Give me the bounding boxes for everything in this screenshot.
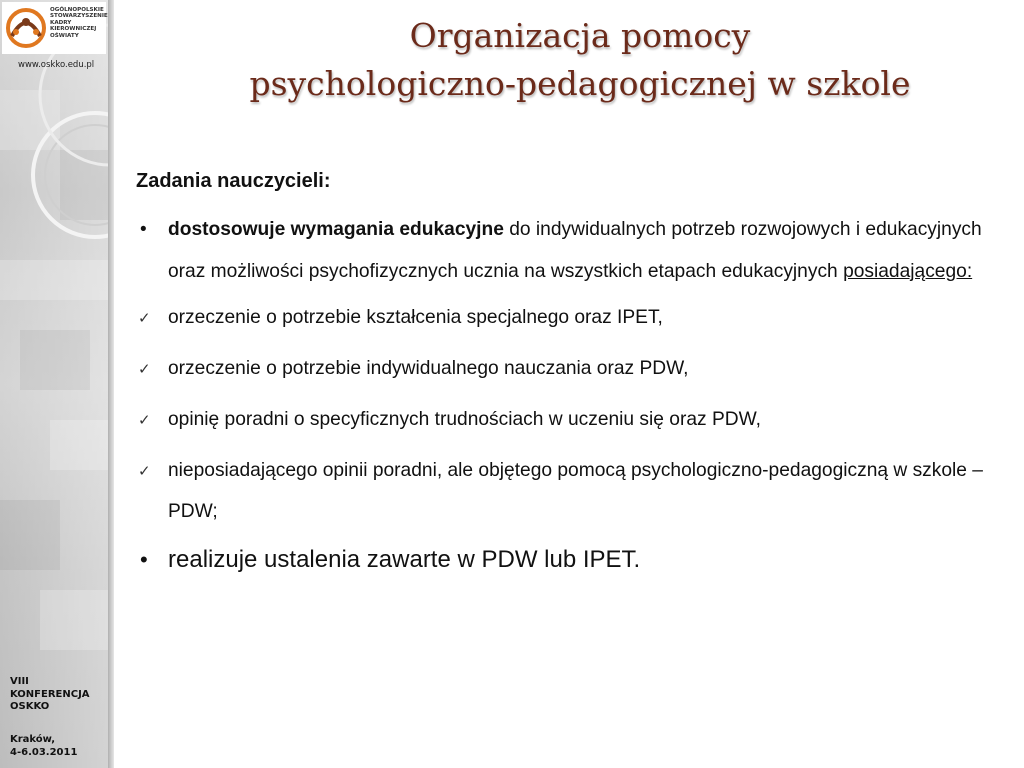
slide-title [150, 12, 1010, 108]
item-text: realizuje ustalenia zawarte w PDW lub IPET. [168, 546, 641, 573]
slide-title-line-2: psychologiczno-pedagogicznej w szkole [249, 64, 911, 103]
slide-content [136, 170, 996, 578]
logo-text: OGÓLNOPOLSKIE STOWARZYSZENIE KADRY KIEROWNICZEJ OŚWIATY [50, 7, 108, 39]
list-item [136, 209, 996, 293]
oskko-logo [2, 2, 106, 54]
item-text: opinię poradni o specyficznych trudnościach w uczeniu się oraz PDW, [168, 409, 761, 430]
website-url: www.oskko.edu.pl [18, 60, 95, 70]
checkmark-icon: ✓ [138, 412, 151, 429]
list-item [136, 450, 996, 532]
sidebar-tile [40, 590, 114, 650]
bold-text: dostosowuje wymagania edukacyjne [168, 219, 504, 240]
bullet-icon: • [140, 219, 147, 240]
sidebar-tile [20, 330, 90, 390]
item-text: orzeczenie o potrzebie kształcenia specjalnego oraz IPET, [168, 307, 663, 328]
sidebar-edge [108, 0, 114, 768]
list-item [136, 348, 996, 389]
decorative-sidebar [0, 0, 114, 768]
list-item [136, 399, 996, 440]
checkmark-icon: ✓ [138, 310, 151, 327]
item-text: orzeczenie o potrzebie indywidualnego nauczania oraz PDW, [168, 358, 689, 379]
sidebar-tile [0, 500, 60, 570]
list-item [136, 297, 996, 338]
sidebar-tile [50, 420, 114, 470]
checkmark-icon: ✓ [138, 463, 151, 480]
bullet-icon: • [140, 547, 148, 572]
conference-date: Kraków, 4-6.03.2011 [10, 734, 78, 758]
item-text: nieposiadającego opinii poradni, ale objętego pomocą psychologiczno-pedagogiczną w szkole – PDW; [168, 460, 983, 522]
item-text: do indywidualnych potrzeb rozwojowych i edukacyjnych oraz możliwości psychofizycznych ucznia na wszystkich etapach edukacyjnych [168, 219, 982, 282]
oskko-logo-icon [4, 6, 48, 50]
list-item [136, 542, 996, 578]
underlined-text: posiadającego: [843, 261, 973, 282]
slide-title-line-1: Organizacja pomocy [409, 16, 751, 55]
checkmark-icon: ✓ [138, 361, 151, 378]
conference-label: VIII KONFERENCJA OSKKO [10, 676, 90, 712]
section-heading: Zadania nauczycieli: [136, 170, 331, 192]
